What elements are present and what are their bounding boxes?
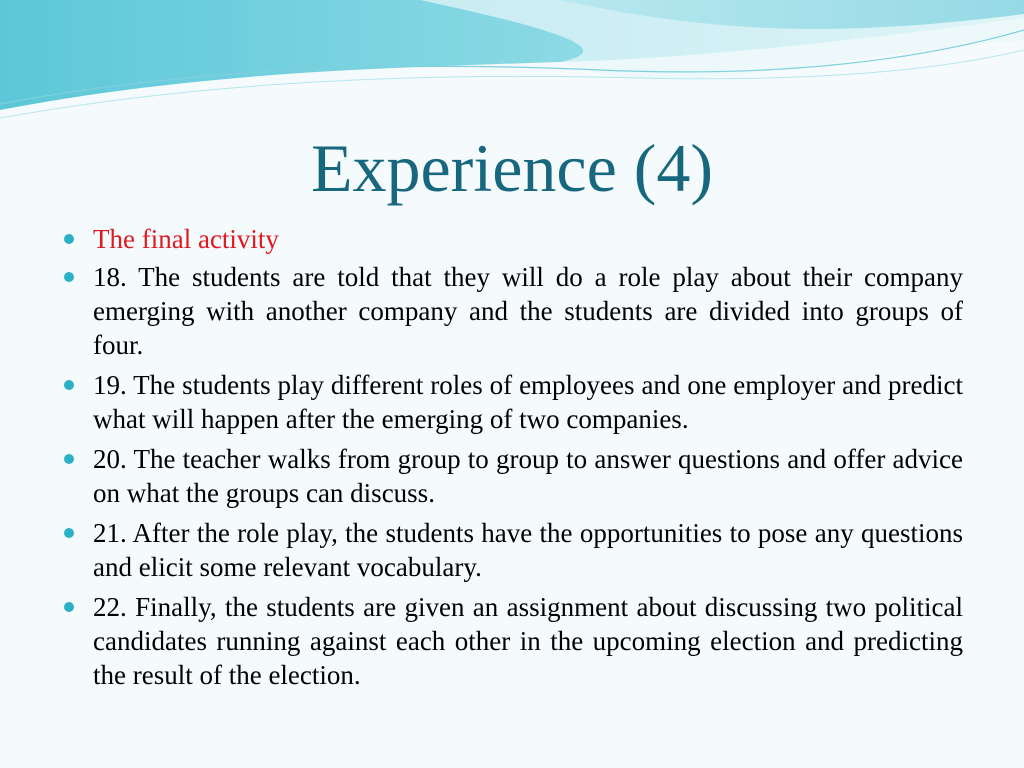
bullet-dot-icon xyxy=(64,272,74,282)
bullet-item xyxy=(60,516,963,584)
bullet-text: 22. Finally, the students are given an assignment about discussing two political candidates running against each other in the upcoming election and predicting the result of the election. xyxy=(93,592,963,690)
bullet-dot-icon xyxy=(64,528,74,538)
bullet-item xyxy=(60,260,963,362)
bullet-text: 21. After the role play, the students have the opportunities to pose any questions and elicit some relevant vocabulary. xyxy=(93,518,963,582)
bullet-dot-icon xyxy=(64,380,74,390)
bullet-text: 18. The students are told that they will do a role play about their company emerging with another company and the students are divided into groups of four. xyxy=(93,262,963,360)
bullet-list xyxy=(60,222,963,698)
header-wave-decoration xyxy=(0,0,1024,130)
slide-title: Experience (4) xyxy=(310,130,714,206)
bullet-item xyxy=(60,368,963,436)
bullet-item xyxy=(60,442,963,510)
bullet-item xyxy=(60,222,963,256)
bullet-dot-icon xyxy=(64,234,74,244)
bullet-item xyxy=(60,590,963,692)
bullet-text: 19. The students play different roles of employees and one employer and predict what will happen after the emerging of two companies. xyxy=(93,370,963,434)
bullet-dot-icon xyxy=(64,602,74,612)
bullet-text: The final activity xyxy=(93,224,279,254)
bullet-text: 20. The teacher walks from group to group to answer questions and offer advice on what the groups can discuss. xyxy=(93,444,963,508)
bullet-dot-icon xyxy=(64,454,74,464)
